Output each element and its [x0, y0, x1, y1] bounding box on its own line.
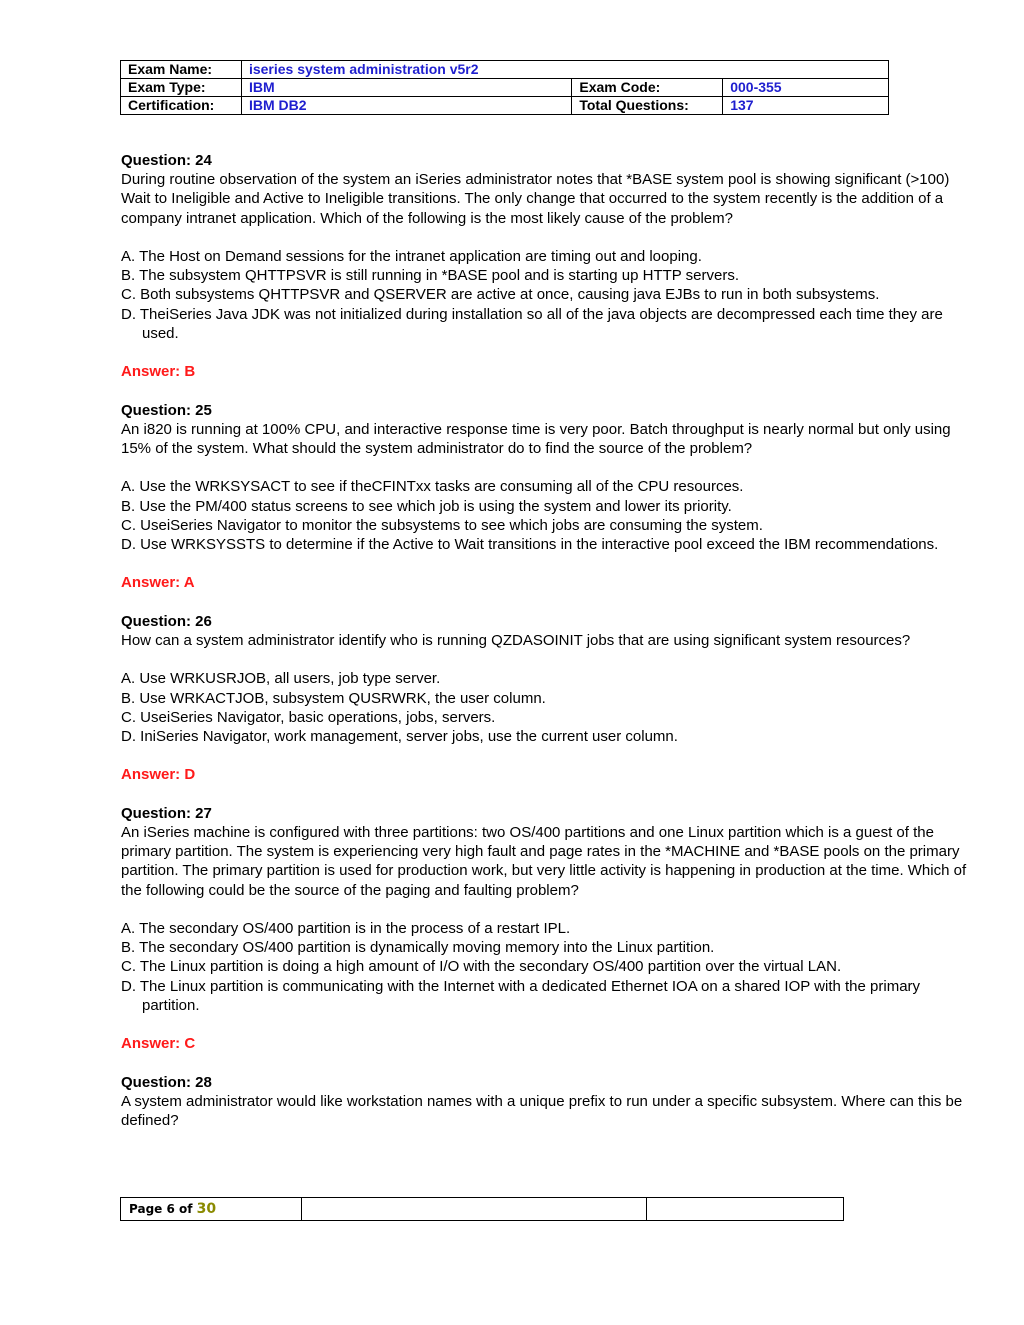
answer-label: Answer: D	[121, 766, 196, 784]
option-d: D. Use WRKSYSSTS to determine if the Active to Wait transitions in the interactive pool exceed the IBM recommendations.	[121, 536, 939, 553]
exam-type-value: IBM	[241, 79, 571, 97]
exam-code-value: 000-355	[723, 79, 889, 97]
question-title: Question: 27	[121, 804, 212, 822]
page-number-prefix: Page 6 of	[129, 1202, 197, 1216]
question-title: Question: 25	[121, 401, 212, 419]
option-a: A. Use the WRKSYSACT to see if theCFINTxx tasks are consuming all of the CPU resources.	[121, 478, 744, 496]
option-c: C. UseiSeries Navigator, basic operations, jobs, servers.	[121, 708, 496, 726]
question-text: How can a system administrator identify who is running QZDASOINIT jobs that are using significant system resources?	[121, 631, 911, 649]
answer-options	[121, 669, 973, 746]
exam-name-value: iseries system administration v5r2	[241, 61, 888, 79]
certification-value: IBM DB2	[241, 97, 571, 115]
question-28	[121, 1073, 973, 1131]
exam-name-label: Exam Name:	[121, 61, 242, 79]
question-text: A system administrator would like workstation names with a unique prefix to run under a specific subsystem. Where can this be defined?	[121, 1092, 963, 1129]
answer-label: Answer: A	[121, 574, 195, 592]
option-d: D. TheiSeries Java JDK was not initialized during installation so all of the java objects are decompressed each time they are used.	[121, 305, 943, 342]
answer-options	[121, 477, 973, 554]
page-total: 30	[196, 1201, 217, 1217]
question-text: An iSeries machine is configured with three partitions: two OS/400 partitions and one Linux partition which is a guest of the primary partition. The system is experiencing very high fault and page rates in the *MACHINE and *BASE pools on the primary partition. The primary partition is used for production work, but very little activity is happening in production at the time. Which of the following could be the source of the paging and faulting problem?	[121, 823, 967, 899]
option-b: B. Use the PM/400 status screens to see which job is using the system and lower its priority.	[121, 497, 732, 515]
certification-label: Certification:	[121, 97, 242, 115]
answer-options	[121, 919, 973, 1015]
question-27	[121, 804, 973, 1054]
option-a: A. Use WRKUSRJOB, all users, job type server.	[121, 670, 441, 688]
exam-info-table	[120, 60, 889, 115]
option-b: B. Use WRKACTJOB, subsystem QUSRWRK, the user column.	[121, 689, 546, 707]
answer-label: Answer: B	[121, 363, 196, 381]
exam-name-row	[121, 61, 889, 79]
exam-type-label: Exam Type:	[121, 79, 242, 97]
question-title: Question: 26	[121, 612, 212, 630]
question-title: Question: 24	[121, 152, 212, 169]
option-c: C. UseiSeries Navigator to monitor the subsystems to see which jobs are consuming the system.	[121, 516, 763, 534]
question-text: An i820 is running at 100% CPU, and interactive response time is very poor. Batch throughput is nearly normal but only using 15% of the system. What should the system administrator do to find the source of the problem?	[121, 420, 951, 457]
option-d: D. IniSeries Navigator, work management, server jobs, use the current user column.	[121, 727, 678, 745]
footer-cell-empty	[647, 1198, 844, 1221]
page-number	[121, 1198, 302, 1221]
option-d: D. The Linux partition is communicating with the Internet with a dedicated Ethernet IOA on a shared IOP with the primary partition.	[121, 977, 921, 1014]
question-text: During routine observation of the system an iSeries administrator notes that *BASE system pool is showing significant (>100) Wait to Ineligible and Active to Ineligible transitions. The only change that occurred to the system recently is the addition of a company intranet application. Which of the following is the most likely cause of the problem?	[121, 171, 950, 227]
option-c: C. Both subsystems QHTTPSVR and QSERVER are active at once, causing java EJBs to run in both subsystems.	[121, 286, 880, 304]
certification-row	[121, 97, 889, 115]
question-25	[121, 401, 973, 593]
answer-label: Answer: C	[121, 1035, 196, 1053]
total-questions-value: 137	[723, 97, 889, 115]
question-title: Question: 28	[121, 1073, 212, 1091]
answer-options	[121, 247, 973, 343]
question-26	[121, 612, 973, 785]
total-questions-label: Total Questions:	[572, 97, 723, 115]
page-footer	[120, 1197, 844, 1221]
option-b: B. The secondary OS/400 partition is dynamically moving memory into the Linux partition.	[121, 939, 715, 957]
option-b: B. The subsystem QHTTPSVR is still running in *BASE pool and is starting up HTTP servers.	[121, 267, 740, 285]
questions-content	[121, 151, 973, 1130]
option-a: A. The Host on Demand sessions for the intranet application are timing out and looping.	[121, 248, 702, 265]
exam-type-row	[121, 79, 889, 97]
footer-cell-empty	[301, 1198, 646, 1221]
exam-code-label: Exam Code:	[572, 79, 723, 97]
question-24	[121, 151, 973, 381]
option-c: C. The Linux partition is doing a high amount of I/O with the secondary OS/400 partition over the virtual LAN.	[121, 958, 842, 976]
option-a: A. The secondary OS/400 partition is in the process of a restart IPL.	[121, 919, 571, 937]
